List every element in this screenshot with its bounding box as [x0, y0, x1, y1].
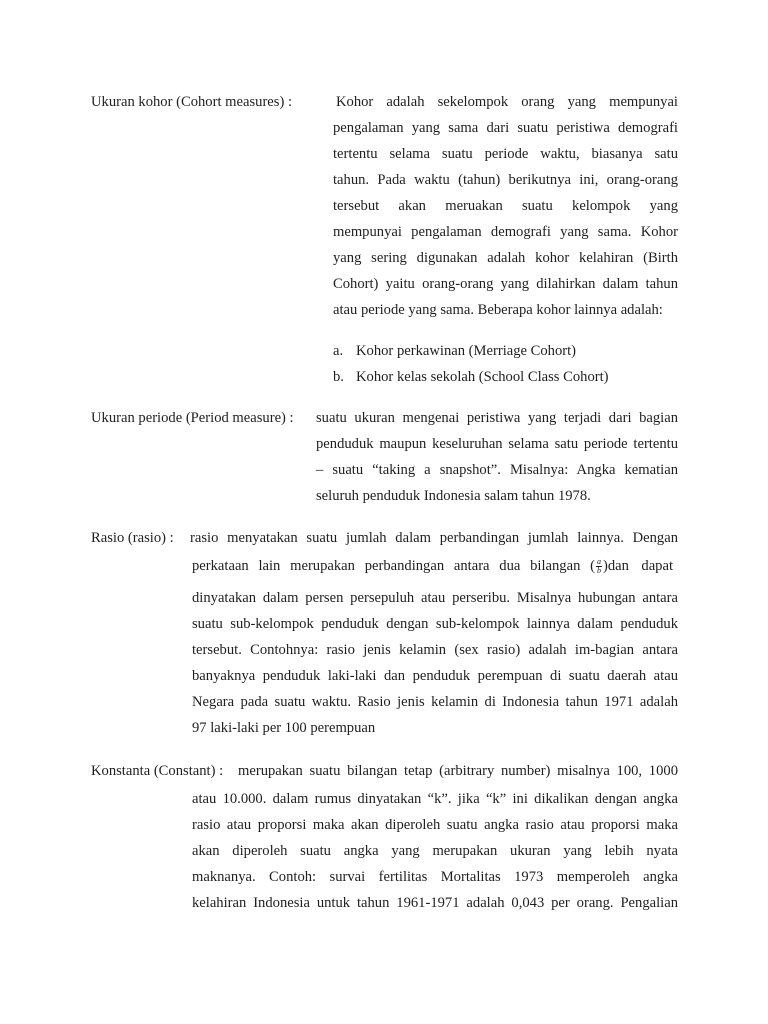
definition-line: tersebut. Contohnya: rasio jenis kelamin (sex rasio) adalah im-bagian antara [192, 642, 678, 658]
term-label-ratio: Rasio (rasio) : [91, 530, 174, 546]
definition-line: – suatu “taking a snapshot”. Misalnya: Angka kematian [316, 462, 678, 478]
definition-text: )dan dapat [603, 558, 673, 574]
definition-line: 97 laki-laki per 100 perempuan [192, 720, 376, 736]
definition-line: akan diperoleh suatu angka yang merupakan ukuran yang lebih nyata [192, 843, 678, 859]
definition-line: yang sering digunakan adalah kohor kelahiran (Birth [333, 250, 678, 266]
definition-line: atau 10.000. dalam rumus dinyatakan “k”. jika “k” ini dikalikan dengan angka [192, 791, 678, 807]
definition-line: atau periode yang sama. Beberapa kohor lainnya adalah: [333, 302, 663, 318]
definition-line: seluruh penduduk Indonesia salam tahun 1978. [316, 488, 591, 504]
definition-line: tersebut akan meruakan suatu kelompok yang [333, 198, 678, 214]
definition-line: Negara pada suatu waktu. Rasio jenis kelamin di Indonesia tahun 1971 adalah [192, 694, 678, 710]
definition-line: tahun. Pada waktu (tahun) berikutnya ini, orang-orang [333, 172, 678, 188]
definition-line: suatu ukuran mengenai peristiwa yang terjadi dari bagian [316, 410, 678, 426]
list-item: Kohor kelas sekolah (School Class Cohort) [356, 369, 609, 385]
term-label-period: Ukuran periode (Period measure) : [91, 410, 294, 426]
definition-line: Kohor adalah sekelompok orang yang mempunyai [336, 94, 678, 110]
term-label-constant: Konstanta (Constant) : [91, 763, 224, 779]
definition-text: perkataan lain merupakan perbandingan antara dua bilangan ( [192, 558, 595, 574]
fraction-a-over-b [596, 558, 602, 575]
definition-line: tertentu selama suatu periode waktu, biasanya satu [333, 146, 678, 162]
term-label-cohort: Ukuran kohor (Cohort measures) : [91, 94, 293, 110]
list-item-marker: b. [333, 369, 344, 385]
definition-line: mempunyai pengalaman demografi yang sama. Kohor [333, 224, 678, 240]
definition-line: dinyatakan dalam persen persepuluh atau perseribu. Misalnya hubungan antara [192, 590, 678, 606]
definition-line: rasio atau proporsi maka akan diperoleh suatu angka rasio atau proporsi maka [192, 817, 678, 833]
definition-line: kelahiran Indonesia untuk tahun 1961-1971 adalah 0,043 per orang. Pengalian [192, 895, 678, 911]
list-item: Kohor perkawinan (Merriage Cohort) [356, 343, 577, 359]
definition-line: rasio menyatakan suatu jumlah dalam perbandingan jumlah lainnya. Dengan [190, 530, 678, 546]
definition-line: banyaknya penduduk laki-laki dan penduduk perempuan di suatu daerah atau [192, 668, 678, 684]
fraction-numerator: a [597, 557, 601, 567]
definition-line: penduduk maupun keseluruhan selama satu periode tertentu [316, 436, 678, 452]
definition-line: suatu sub-kelompok penduduk dengan sub-kelompok lainnya dalam penduduk [192, 616, 678, 632]
fraction-denominator: b [597, 566, 601, 576]
list-item-marker: a. [333, 343, 344, 359]
definition-line: pengalaman yang sama dari suatu peristiwa demografi [333, 120, 678, 136]
definition-line: maknanya. Contoh: survai fertilitas Mortalitas 1973 memperoleh angka [192, 869, 678, 885]
definition-line-with-fraction [192, 557, 678, 575]
definition-line: Cohort) yaitu orang-orang yang dilahirkan dalam tahun [333, 276, 678, 292]
definition-line: merupakan suatu bilangan tetap (arbitrary number) misalnya 100, 1000 [238, 763, 678, 779]
